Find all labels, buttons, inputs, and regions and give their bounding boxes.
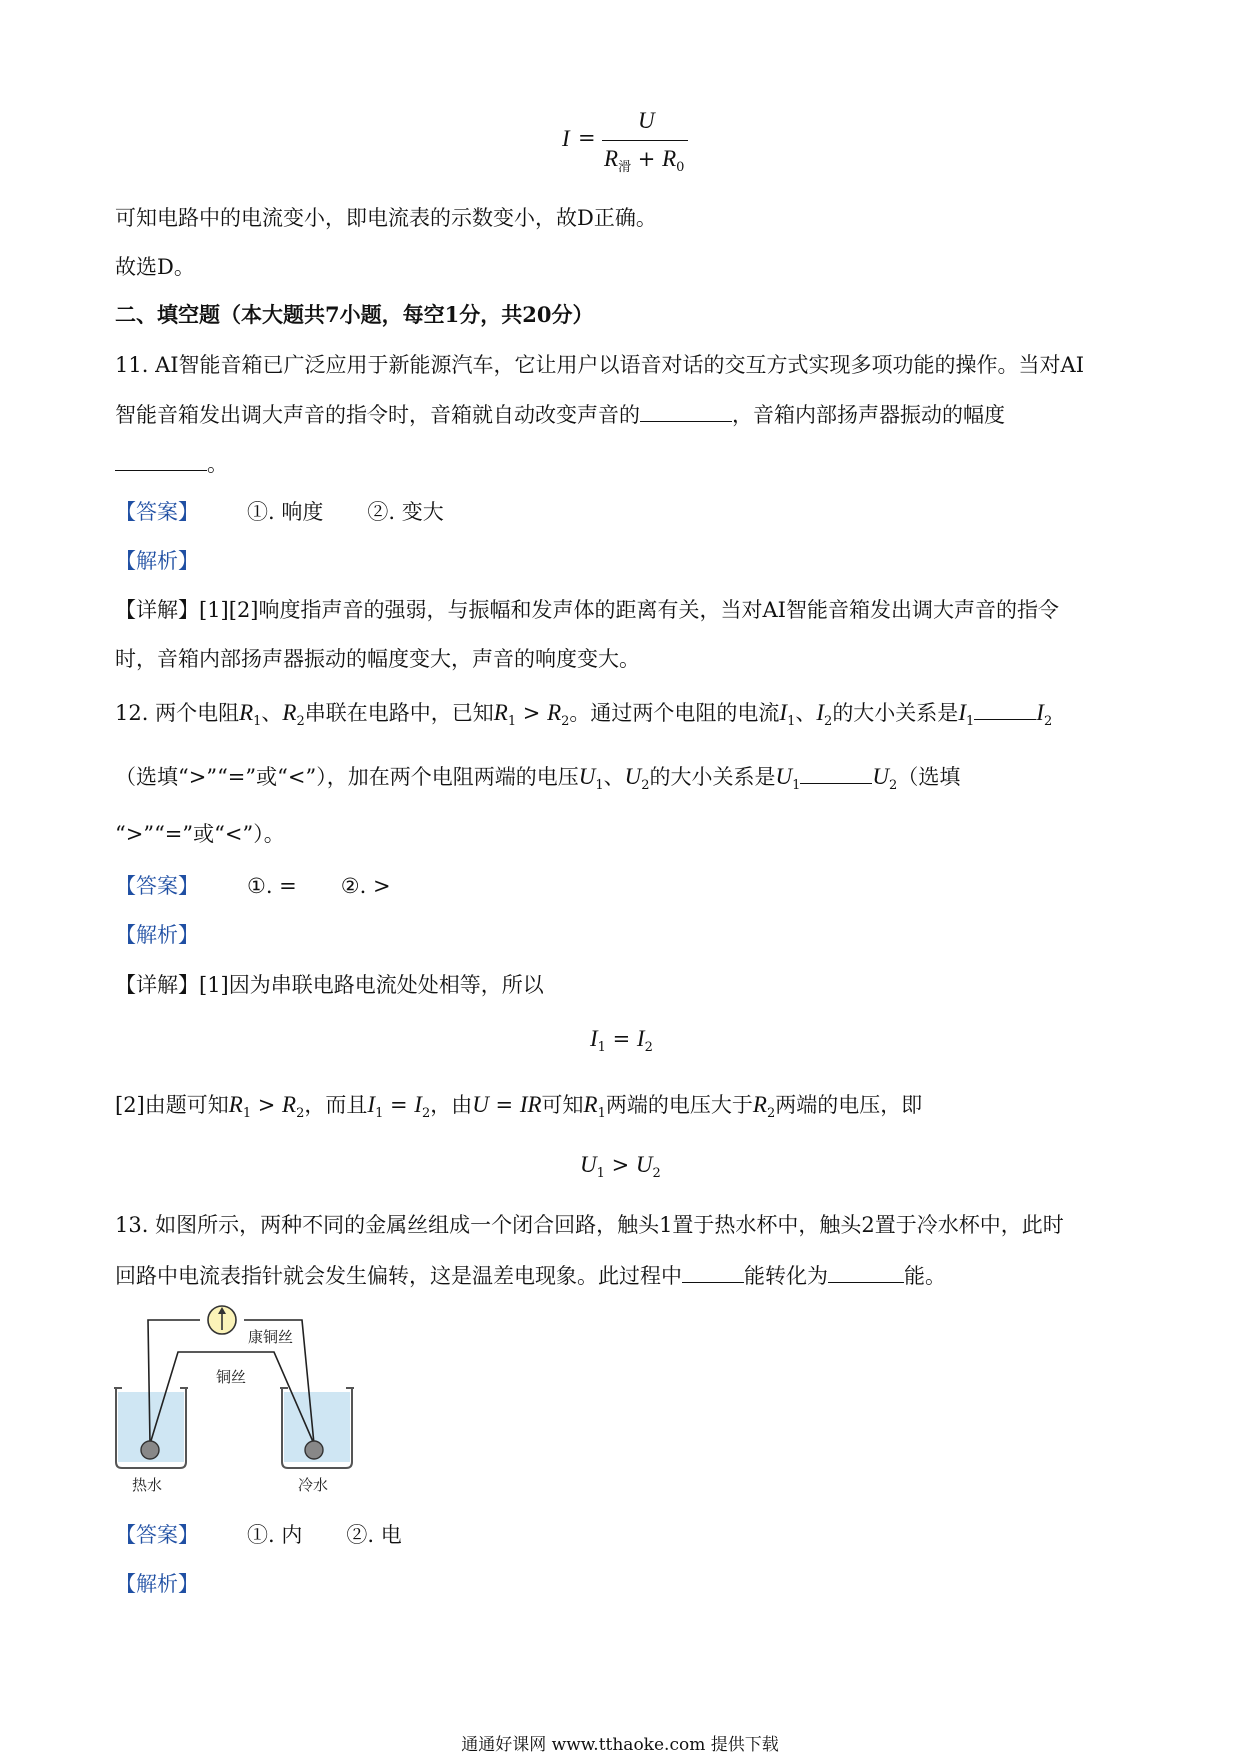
contact-2 xyxy=(305,1441,323,1459)
current-formula xyxy=(560,102,720,182)
q11-blank2 xyxy=(115,448,207,471)
formula-numerator: U xyxy=(638,108,655,133)
q12-detail1: 【详解】[1]因为串联电路电流处处相等，所以 xyxy=(115,973,544,997)
page-footer: 通通好课网 www.tthaoke.com 提供下载 xyxy=(461,1735,779,1755)
q12-blank2 xyxy=(800,761,872,784)
q12-eq-currents: $I_1 = I_2$ xyxy=(590,1026,653,1056)
q11-blank1 xyxy=(640,399,732,422)
q13-line2: 回路中电流表指针就会发生偏转，这是温差电现象。此过程中 能转化为 能。 xyxy=(115,1260,946,1291)
q12-line2: （选填“>”“=”或“<”），加在两个电阻两端的电压$U_1$、$U_2$的大小关系是$U_1$ $U_2$（选填 xyxy=(115,761,960,801)
q11-line2: 智能音箱发出调大声音的指令时，音箱就自动改变声音的 ，音箱内部扬声器振动的幅度 xyxy=(115,399,1005,430)
formula-denominator: $R_滑 + R_0$ xyxy=(604,146,685,176)
q12-answer: 【答案】 ①. = ②. > xyxy=(115,874,391,898)
q11-detail2: 时，音箱内部扬声器振动的幅度变大，声音的响度变大。 xyxy=(115,647,640,671)
q12-line1: 12. 两个电阻$R_1$、$R_2$串联在电路中，已知$R_1 > R_2$。通过两个电阻的电流$I_1$、$I_2$的大小关系是$I_1$ $I_2$ xyxy=(115,697,1052,737)
label-cold-water: 冷水 xyxy=(298,1477,329,1494)
thermocouple-figure xyxy=(112,1300,362,1496)
label-constantan: 康铜丝 xyxy=(248,1329,294,1346)
q12-detail2: [2]由题可知$R_1 > R_2$，而且$I_1 = I_2$，由U = IR可知$R_1$两端的电压大于$R_2$两端的电压，即 xyxy=(115,1092,923,1122)
formula-eq: = xyxy=(578,126,596,150)
label-hot-water: 热水 xyxy=(132,1477,163,1494)
q13-analysis-label: 【解析】 xyxy=(115,1572,199,1596)
q13-blank2 xyxy=(828,1260,904,1283)
fraction-bar xyxy=(602,140,688,141)
q11-analysis-label: 【解析】 xyxy=(115,549,199,573)
q12-line3: “>”“=”或“<”）。 xyxy=(115,822,285,846)
formula-i: I xyxy=(562,126,570,151)
contact-1 xyxy=(141,1441,159,1459)
label-copper: 铜丝 xyxy=(216,1369,247,1386)
q13-line1: 13. 如图所示，两种不同的金属丝组成一个闭合回路，触头1置于热水杯中，触头2置于冷水杯中，此时 xyxy=(115,1213,1064,1237)
q12-blank1 xyxy=(974,697,1036,720)
q11-line3: 。 xyxy=(115,448,228,479)
q12-analysis-label: 【解析】 xyxy=(115,923,199,947)
q10-conclusion: 可知电路中的电流变小，即电流表的示数变小，故D正确。 xyxy=(115,206,657,230)
section-title: 二、填空题（本大题共7小题，每空1分，共20分） xyxy=(115,302,594,327)
q11-line1: 11. AI智能音箱已广泛应用于新能源汽车，它让用户以语音对话的交互方式实现多项功能的操作。当对AI xyxy=(115,353,1084,377)
q13-blank1 xyxy=(682,1260,744,1283)
q11-detail1: 【详解】[1][2]响度指声音的强弱，与振幅和发声体的距离有关，当对AI智能音箱发出调大声音的指令 xyxy=(115,598,1059,622)
q10-choice: 故选D。 xyxy=(115,255,195,279)
q12-eq-voltages: $U_1 > U_2$ xyxy=(580,1152,661,1182)
q11-answer: 【答案】 ①. 响度 ②. 变大 xyxy=(115,500,444,524)
q13-answer: 【答案】 ①. 内 ②. 电 xyxy=(115,1523,402,1547)
